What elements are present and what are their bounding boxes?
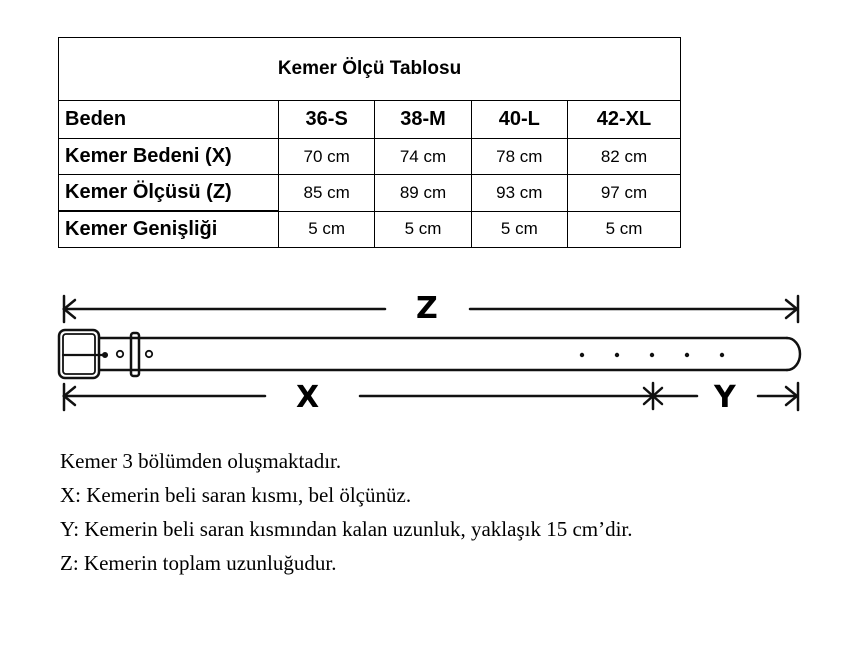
size-header: 42-XL (567, 101, 680, 139)
table-cell: 70 cm (279, 139, 375, 175)
table-cell: 5 cm (471, 211, 567, 248)
row-label: Kemer Bedeni (X) (59, 139, 279, 175)
size-header: 38-M (375, 101, 471, 139)
z-label: Z (416, 291, 438, 326)
note-line: Y: Kemerin beli saran kısmından kalan uzunluk, yaklaşık 15 cm’dir. (60, 517, 633, 541)
note-line: Kemer 3 bölümden oluşmaktadır. (60, 449, 342, 473)
size-header: 40-L (471, 101, 567, 139)
xy-dimension-line (64, 383, 798, 410)
table-cell: 89 cm (375, 175, 471, 212)
y-label: Y (714, 380, 736, 415)
table-cell: 97 cm (567, 175, 680, 212)
header-label: Beden (59, 101, 279, 139)
x-label: X (296, 380, 320, 415)
table-cell: 5 cm (567, 211, 680, 248)
table-cell: 85 cm (279, 175, 375, 212)
belt-notes (60, 444, 633, 580)
size-header: 36-S (279, 101, 375, 139)
table-cell: 93 cm (471, 175, 567, 212)
table-title: Kemer Ölçü Tablosu (59, 38, 681, 101)
table-cell: 78 cm (471, 139, 567, 175)
belt-strap-icon (100, 338, 800, 370)
table-cell: 5 cm (375, 211, 471, 248)
note-line: X: Kemerin beli saran kısmı, bel ölçünüz. (60, 483, 412, 507)
table-cell: 74 cm (375, 139, 471, 175)
table-cell: 5 cm (279, 211, 375, 248)
row-label: Kemer Ölçüsü (Z) (59, 175, 279, 212)
note-line: Z: Kemerin toplam uzunluğudur. (60, 551, 337, 575)
row-label: Kemer Genişliği (59, 211, 279, 248)
table-cell: 82 cm (567, 139, 680, 175)
belt-holes (580, 353, 724, 357)
